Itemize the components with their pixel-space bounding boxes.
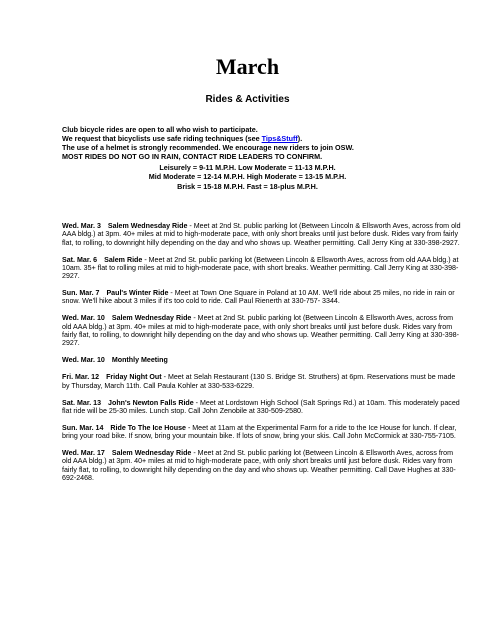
event-date: Wed. Mar. 3: [62, 222, 101, 230]
event-details: - Meet at 2nd St. public parking lot (Between Lincoln & Ellsworth Aves, across from old AAA bldg.) at 3pm. 40+ miles at mid to high-moderate pace, with only short breaks until just before dusk. Rides vary from fairly flat, to rolling, to downright hilly depending on the day and who shows up. Weather permitting. Call Jerry King at 330-398-2927.: [62, 314, 459, 348]
event-name: Friday Night Out: [106, 373, 162, 382]
event-name: Salem Wednesday Ride: [111, 314, 192, 323]
intro-line-2-pre: We request that bicyclists use safe riding techniques (see: [62, 134, 262, 143]
event-date: Sun. Mar. 7: [62, 289, 100, 298]
pace-line: Leisurely = 9-11 M.P.H. Low Moderate = 11-13 M.P.H.: [159, 163, 336, 172]
pace-line: Mid Moderate = 12-14 M.P.H. High Moderate = 13-15 M.P.H.: [148, 172, 347, 182]
event-item: [62, 399, 462, 416]
event-item: [62, 373, 462, 390]
event-details: - Meet at 11am at the Experimental Farm for a ride to the Ice House for lunch. If clear, bring your road bike. If snow, bring your mountain bike. If lots of snow, bring your skis. Call John McCormick at 330-755-7105.: [62, 423, 457, 441]
event-details: - Meet at Selah Restaurant (130 S. Bridge St. Struthers) at 6pm. Reservations must be made by Thursday, March 11th. Call Paula Kohler at 330-533-6229.: [62, 373, 456, 390]
event-date: Sun. Mar. 14: [62, 423, 104, 432]
intro-block: [62, 125, 462, 161]
event-item: [62, 424, 462, 441]
intro-line-1: Club bicycle rides are open to all who wish to participate.: [62, 125, 258, 134]
event-name: Paul's Winter Ride: [106, 289, 169, 298]
event-date: Fri. Mar. 12: [62, 373, 100, 382]
event-item: [62, 314, 462, 347]
page-subtitle: Rides & Activities: [205, 94, 290, 105]
intro-line-3: The use of a helmet is strongly recommended. We encourage new riders to join OSW.: [62, 143, 354, 152]
event-date: Wed. Mar. 10: [62, 356, 105, 365]
event-name: Salem Ride: [104, 255, 143, 264]
event-name: Monthly Meeting: [111, 356, 168, 365]
page-title: March: [215, 54, 280, 79]
event-list: [62, 222, 462, 491]
event-item: [62, 256, 462, 281]
tips-stuff-link[interactable]: Tips&Stuff: [261, 134, 298, 143]
event-name: John's Newton Falls Ride: [108, 398, 194, 407]
event-details: - Meet at 2nd St. public parking lot (Between Lincoln & Ellsworth Aves, across from old AAA bldg.) at 3pm. 40+ miles at mid to high-moderate pace, with only short breaks until just before dusk. Rides vary from fairly flat, to rolling, to downright hilly depending on the day and who shows up. Weather permitting. Call Jerry King at 330-398-2927.: [62, 222, 461, 247]
event-date: Wed. Mar. 17: [62, 449, 105, 458]
event-name: Ride To The Ice House: [110, 423, 186, 432]
event-date: Sat. Mar. 6: [62, 255, 98, 264]
event-details: - Meet at Lordstown High School (Salt Springs Rd.) at 10am. This moderately paced flat ride will be 25-30 miles. Lunch stop. Call John Zenobile at 330-509-2580.: [62, 398, 460, 415]
intro-line-2: [62, 134, 462, 143]
event-date: Sat. Mar. 13: [62, 398, 102, 407]
event-name: Salem Wednesday Ride: [107, 222, 188, 230]
event-item: [62, 289, 462, 306]
event-item: [62, 449, 462, 482]
event-details: - Meet at 2nd St. public parking lot (Between Lincoln & Ellsworth Aves, across from old AAA bldg.) at 10am. 35+ flat to rolling miles at mid to high-moderate pace, with short breaks. Weather permitting. Call Jerry King at 330-398-2927.: [62, 255, 459, 281]
event-item: [62, 356, 462, 364]
event-date: Wed. Mar. 10: [62, 314, 105, 323]
event-details: - Meet at Town One Square in Poland at 10 AM. We'll ride about 25 miles, no ride in rain or snow. We'll hike about 3 miles if it's too cold to ride. Call Paul Rienerth at 330-757- 3344.: [62, 289, 455, 306]
event-details: - Meet at 2nd St. public parking lot (Between Lincoln & Ellsworth Aves, across from old AAA bldg.) at 3pm. 40+ miles at mid to high-moderate pace, with only short breaks until just before dusk. Rides vary from fairly flat, to rolling, to downright hilly depending on the day and who shows up. Weather permitting. Call Dave Hughes at 330-692-2468.: [62, 449, 456, 483]
intro-line-2-post: ).: [297, 134, 303, 143]
pace-definitions: [0, 163, 495, 191]
event-name: Salem Wednesday Ride: [111, 449, 192, 458]
event-item: [62, 222, 462, 247]
intro-line-4: MOST RIDES DO NOT GO IN RAIN, CONTACT RIDE LEADERS TO CONFIRM.: [62, 152, 323, 161]
pace-line: Brisk = 15-18 M.P.H. Fast = 18-plus M.P.H.: [177, 181, 318, 191]
